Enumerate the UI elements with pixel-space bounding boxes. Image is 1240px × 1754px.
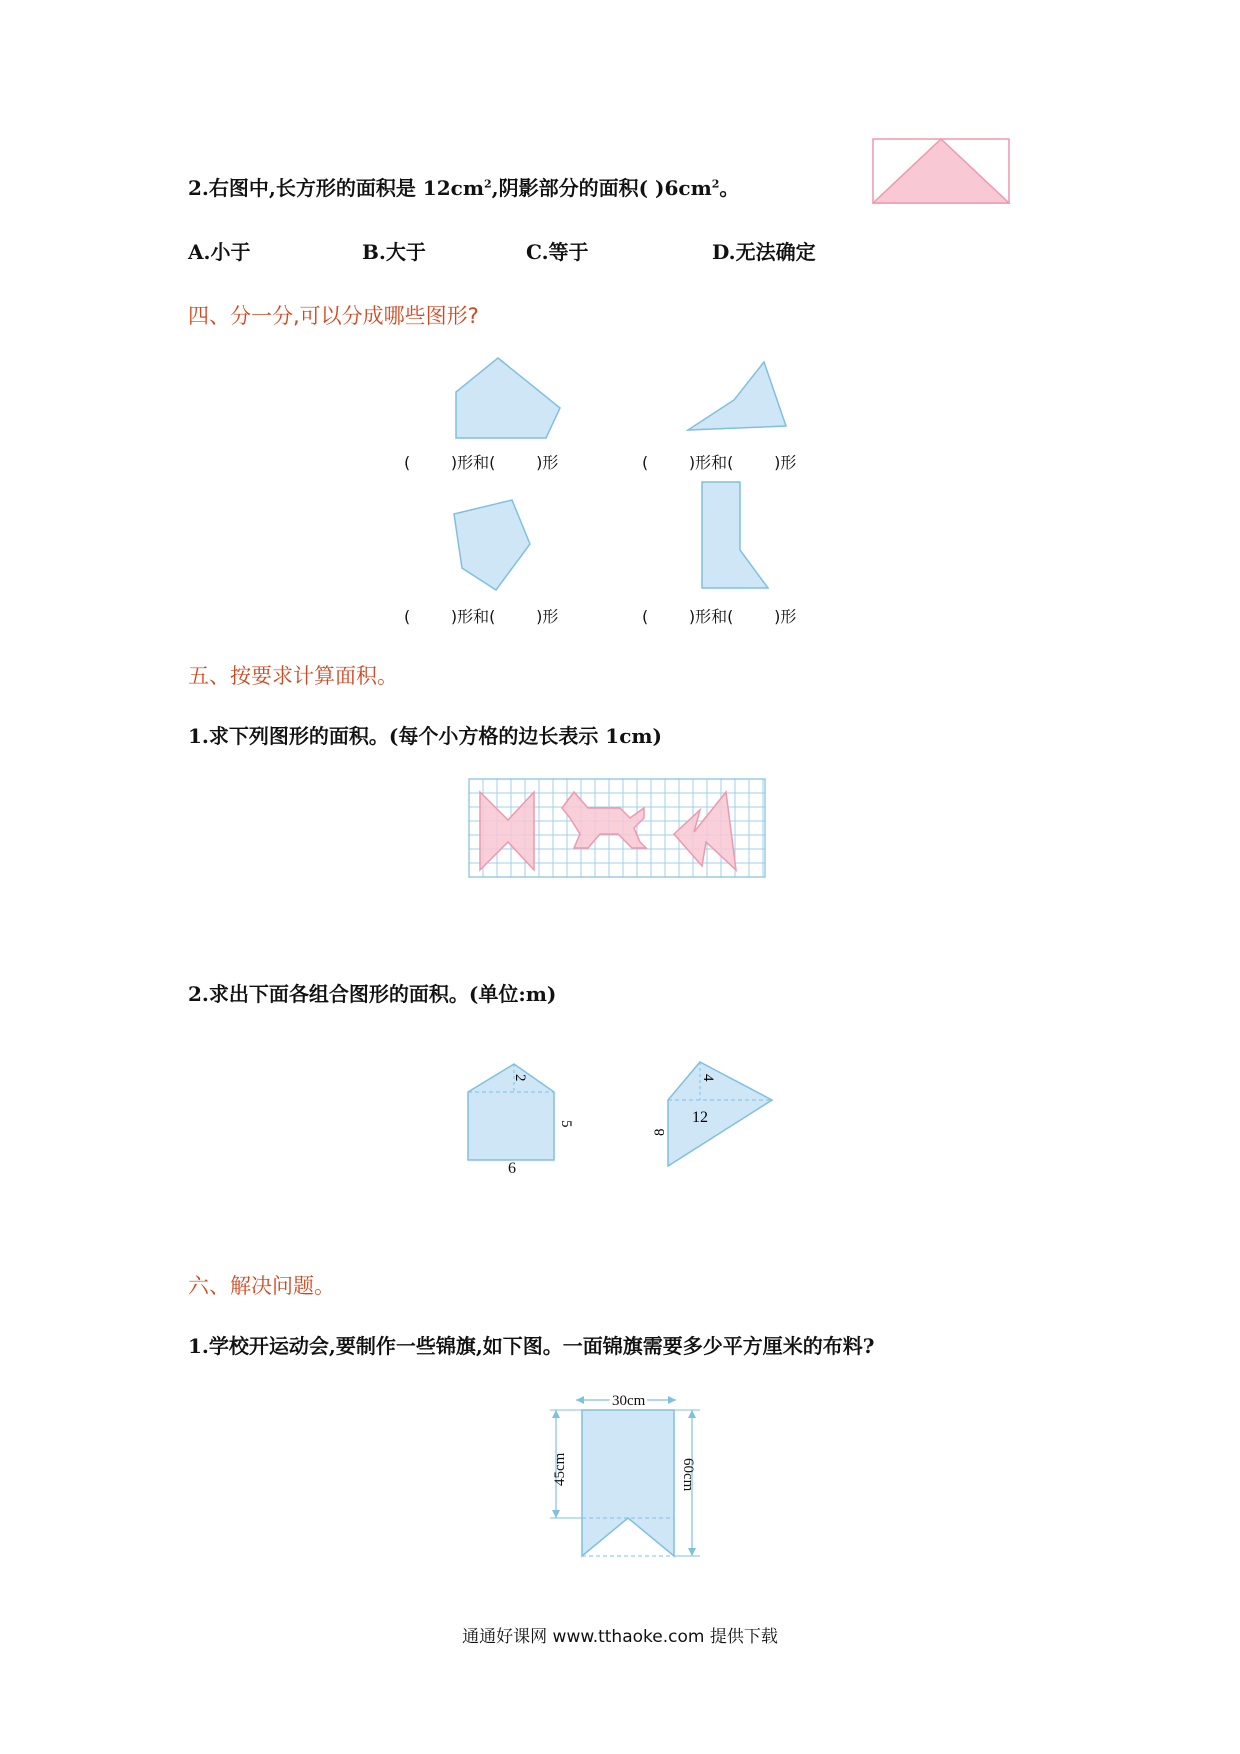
question-2-prefix: 2.右图中,长方形的面积是 12cm: [188, 176, 484, 200]
blank-line-2: ( )形和( )形: [642, 453, 797, 472]
option-c[interactable]: C.等于: [526, 240, 589, 264]
sup-1: 2: [483, 177, 492, 191]
house-base-label: 6: [508, 1160, 516, 1177]
quadrilateral-figure-2: [686, 360, 790, 432]
question-2: [188, 172, 739, 201]
blank-line-3: ( )形和( )形: [404, 607, 559, 626]
house-side-label: 5: [558, 1120, 574, 1128]
animal-shape: [562, 792, 646, 848]
section-6-title: 六、解决问题。: [188, 1274, 335, 1298]
pennant-figure: [540, 1390, 710, 1570]
option-b[interactable]: B.大于: [362, 240, 426, 264]
rectangle-shaded-triangle-figure: [872, 138, 1012, 206]
section-4-title: 四、分一分,可以分成哪些图形?: [188, 304, 479, 328]
kite-mid-label: 12: [692, 1109, 708, 1126]
pentagon-figure-3: [452, 498, 538, 594]
sup-2: 2: [711, 177, 720, 191]
kite-composite-figure: [640, 1060, 780, 1170]
section-6-question-1: 1.学校开运动会,要制作一些锦旗,如下图。一面锦旗需要多少平方厘米的布料?: [188, 1334, 875, 1358]
question-2-suffix: 。: [719, 176, 740, 200]
grid-figure: [468, 778, 766, 878]
kite-top-label: 4: [700, 1074, 716, 1082]
blank-line-1: ( )形和( )形: [404, 453, 559, 472]
bowtie-shape: [480, 792, 534, 870]
pennant-left-height-label: 45cm: [552, 1452, 568, 1486]
option-a[interactable]: A.小于: [188, 240, 251, 264]
kite-left-label: 8: [652, 1128, 668, 1136]
pentagon-figure-1: [454, 356, 564, 440]
house-roof-height-label: 2: [512, 1074, 528, 1082]
pennant-right-height-label: 60cm: [680, 1458, 696, 1492]
footer-text: 通通好课网 www.tthaoke.com 提供下载: [462, 1627, 778, 1647]
section-5-question-1: 1.求下列图形的面积。(每个小方格的边长表示 1cm): [188, 724, 663, 748]
house-composite-figure: [462, 1060, 582, 1180]
option-d[interactable]: D.无法确定: [712, 240, 816, 264]
l-shape-figure-4: [700, 480, 770, 592]
pennant-width-label: 30cm: [612, 1393, 646, 1409]
fish-shape: [674, 792, 736, 870]
section-5-question-2: 2.求出下面各组合图形的面积。(单位:m): [188, 982, 557, 1006]
section-5-title: 五、按要求计算面积。: [188, 664, 398, 688]
blank-line-4: ( )形和( )形: [642, 607, 797, 626]
question-2-middle: ,阴影部分的面积( )6cm: [491, 176, 712, 200]
